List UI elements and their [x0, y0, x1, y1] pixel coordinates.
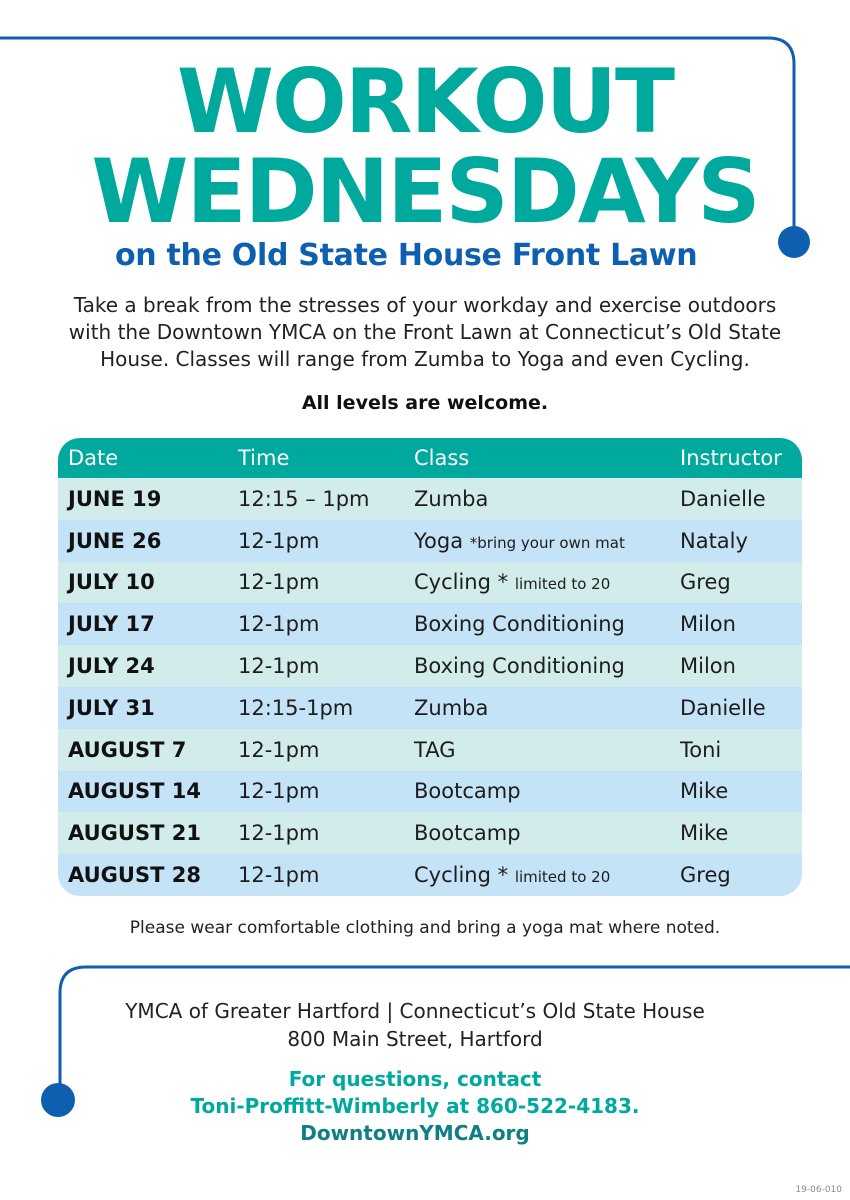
row-time: 12-1pm [238, 654, 320, 679]
intro-line: Take a break from the stresses of your workday and exercise outdoors [73, 293, 777, 317]
document-code: 19-06-010 [795, 1185, 842, 1195]
table-row [58, 478, 802, 520]
contact-line-2: Toni-Proffitt-Wimberly at 860-522-4183. [190, 1094, 640, 1118]
row-time: 12-1pm [238, 821, 320, 846]
row-class-name: TAG [414, 737, 456, 762]
header-instructor: Instructor [680, 446, 782, 470]
row-instructor: Greg [680, 863, 731, 888]
welcome-text: All levels are welcome. [301, 392, 549, 414]
row-date: AUGUST 14 [68, 779, 201, 804]
row-class [406, 696, 674, 720]
row-date: AUGUST 28 [68, 863, 201, 888]
row-instructor: Nataly [680, 528, 748, 553]
title-line-2: WEDNESDAYS [91, 140, 759, 243]
table-header [58, 438, 802, 478]
header-date: Date [68, 446, 119, 470]
subtitle: on the Old State House Front Lawn [115, 238, 698, 273]
row-date: JUNE 26 [68, 528, 162, 553]
row-time: 12-1pm [238, 570, 320, 595]
row-class [406, 738, 674, 762]
row-class [406, 487, 674, 511]
row-class [406, 654, 674, 678]
address-line-1: YMCA of Greater Hartford | Connecticut’s Old State House [125, 999, 705, 1023]
row-instructor: Milon [680, 654, 736, 679]
row-class-name: Bootcamp [414, 779, 521, 804]
table-row [58, 562, 802, 604]
row-time: 12-1pm [238, 779, 320, 804]
address-line-2: 800 Main Street, Hartford [287, 1027, 543, 1051]
table-row [58, 771, 802, 813]
row-time: 12-1pm [238, 612, 320, 637]
row-class-note: limited to 20 [514, 575, 611, 594]
row-date: AUGUST 7 [68, 737, 187, 762]
row-instructor: Greg [680, 570, 731, 595]
row-time: 12:15 – 1pm [238, 486, 370, 511]
intro-line: House. Classes will range from Zumba to Yoga and even Cycling. [100, 347, 750, 371]
title-line-1: WORKOUT [176, 50, 674, 153]
website-link[interactable]: DowntownYMCA.org [300, 1121, 530, 1145]
row-date: AUGUST 21 [68, 821, 201, 846]
row-time: 12:15-1pm [238, 695, 354, 720]
header-class: Class [414, 446, 470, 470]
intro-line: with the Downtown YMCA on the Front Lawn at Connecticut’s Old State [68, 320, 782, 344]
table-row [58, 645, 802, 687]
row-time: 12-1pm [238, 528, 320, 553]
row-class-name: Boxing Conditioning [414, 612, 625, 637]
row-date: JULY 24 [68, 654, 155, 679]
row-class-name: Zumba [414, 695, 489, 720]
row-class [406, 779, 674, 803]
row-time: 12-1pm [238, 737, 320, 762]
table-row [58, 520, 802, 562]
row-instructor: Mike [680, 779, 729, 804]
row-instructor: Milon [680, 612, 736, 637]
row-class [406, 863, 674, 887]
contact-line-1: For questions, contact [288, 1067, 542, 1091]
table-row [58, 812, 802, 854]
row-class-note: *bring your own mat [469, 533, 625, 552]
row-class [406, 612, 674, 636]
row-class-name: Cycling * [414, 570, 509, 595]
row-class-name: Cycling * [414, 863, 509, 888]
address-block [40, 997, 790, 1053]
row-date: JULY 17 [68, 612, 155, 637]
row-instructor: Danielle [680, 486, 766, 511]
intro-paragraph [50, 292, 800, 373]
table-row [58, 729, 802, 771]
contact-block [20, 1066, 810, 1147]
schedule-table [58, 438, 802, 896]
row-time: 12-1pm [238, 863, 320, 888]
row-date: JUNE 19 [68, 486, 162, 511]
table-row [58, 687, 802, 729]
row-date: JULY 31 [68, 695, 155, 720]
table-row [58, 603, 802, 645]
wear-note: Please wear comfortable clothing and bring a yoga mat where noted. [129, 918, 721, 938]
row-class-note: limited to 20 [514, 868, 611, 887]
row-class [406, 529, 674, 553]
row-class-name: Boxing Conditioning [414, 654, 625, 679]
row-class-name: Bootcamp [414, 821, 521, 846]
row-date: JULY 10 [68, 570, 155, 595]
header-time: Time [238, 446, 290, 470]
row-instructor: Danielle [680, 695, 766, 720]
row-class-name: Yoga [414, 528, 464, 553]
row-class-name: Zumba [414, 486, 489, 511]
table-row [58, 854, 802, 896]
row-class [406, 570, 674, 594]
table-body [58, 478, 802, 896]
row-instructor: Toni [680, 737, 722, 762]
row-instructor: Mike [680, 821, 729, 846]
row-class [406, 821, 674, 845]
